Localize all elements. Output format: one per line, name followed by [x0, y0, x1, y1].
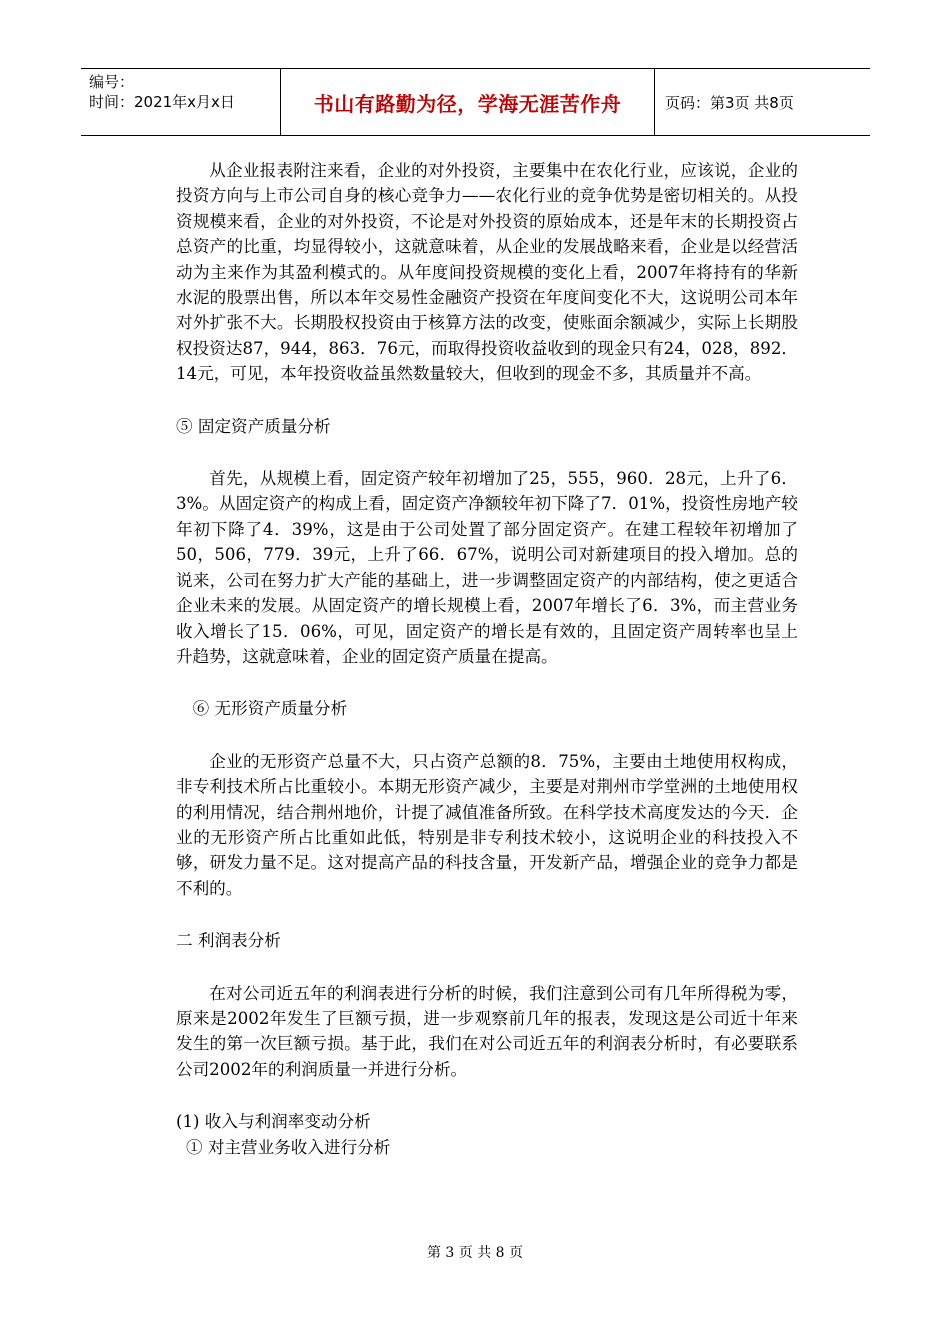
header-motto-cell [281, 69, 655, 135]
heading-main-business-income: ① 对主营业务收入进行分析 [185, 1137, 391, 1157]
paragraph-intangible-assets: 企业的无形资产总量不大，只占资产总额的8．75%，主要由土地使用权构成，非专利技术所占比重较小。本期无形资产减少，主要是对荆州市学堂洲的土地使用权的利用情况，结合荆州地价，计提了减值准备所致。在科学技术高度发达的今天．企业的无形资产所占比重如此低，特别是非专利技术较小，这说明企业的科技投入不够，研发力量不足。这对提高产品的科技含量，开发新产品，增强企业的竞争力都是不利的。 [176, 751, 798, 898]
header-page-number: 页码：第3页 共8页 [665, 93, 794, 112]
paragraph-profit-statement: 在对公司近五年的利润表进行分析的时候，我们注意到公司有几年所得税为零，原来是2002年发生了巨额亏损，进一步观察前几年的报表，发现这是公司近十年来发生的第一次巨额亏损。基于此，我们在对公司近五年的利润表分析时，有必要联系公司2002年的利润质量一并进行分析。 [176, 983, 798, 1079]
heading-income-profit-rate: (1) 收入与利润率变动分析 [176, 1112, 371, 1132]
document-body [176, 158, 798, 1160]
document-time-label: 时间：2021年x月x日 [89, 93, 235, 111]
header-page-cell [655, 69, 870, 135]
header-motto: 书山有路勤为径，学海无涯苦作舟 [313, 91, 622, 116]
heading-fixed-assets: ⑤ 固定资产质量分析 [176, 416, 331, 436]
page-header [81, 68, 870, 136]
heading-profit-statement: 二 利润表分析 [176, 931, 281, 951]
header-meta-cell [81, 69, 281, 135]
heading-intangible-assets: ⑥ 无形资产质量分析 [192, 699, 348, 719]
page-footer: 第 3 页 共 8 页 [426, 1245, 524, 1261]
paragraph-investment: 从企业报表附注来看，企业的对外投资，主要集中在农化行业，应该说，企业的投资方向与上市公司自身的核心竞争力——农化行业的竞争优势是密切相关的。从投资规模来看，企业的对外投资，不论是对外投资的原始成本，还是年末的长期投资占总资产的比重，均显得较小，这就意味着，从企业的发展战略来看，企业是以经营活动为主来作为其盈利模式的。从年度间投资规模的变化上看，2007年将持有的华新水泥的股票出售，所以本年交易性金融资产投资在年度间变化不大，这说明公司本年对外扩张不大。长期股权投资由于核算方法的改变，使账面余额减少，实际上长期股权投资达87，944，863．76元，而取得投资收益收到的现金只有24，028，892．14元，可见，本年投资收益虽然数量较大，但收到的现金不多，其质量并不高。 [176, 161, 798, 384]
paragraph-fixed-assets: 首先，从规模上看，固定资产较年初增加了25，555，960．28元，上升了6．3%。从固定资产的构成上看，固定资产净额较年初下降了7．01%，投资性房地产较年初下降了4．39%，这是由于公司处置了部分固定资产。在建工程较年初增加了50，506，779．39元，上升了66．67%，说明公司对新建项目的投入增加。总的说来，公司在努力扩大产能的基础上，进一步调整固定资产的内部结构，使之更适合企业未来的发展。从固定资产的增长规模上看，2007年增长了6．3%，而主营业务收入增长了15．06%，可见，固定资产的增长是有效的，且固定资产周转率也呈上升趋势，这就意味着，企业的固定资产质量在提高。 [176, 469, 798, 666]
document-number-label: 编号： [89, 73, 135, 91]
